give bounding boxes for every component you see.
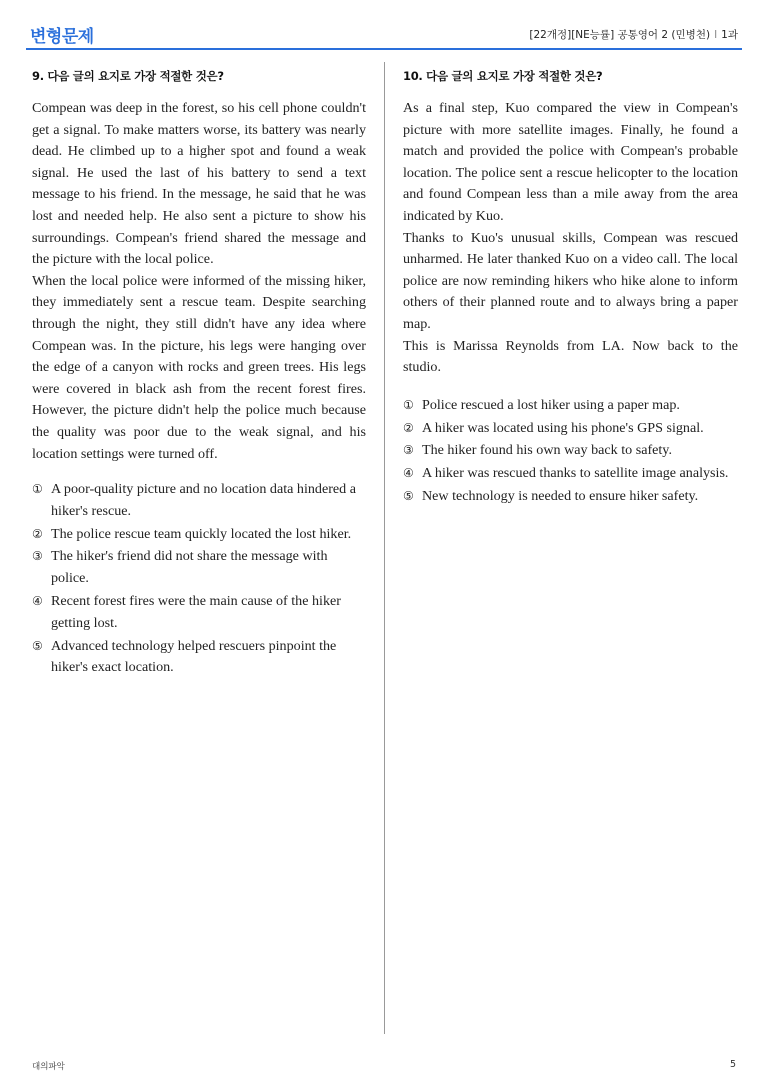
passage-paragraph: Compean was deep in the forest, so his cell phone couldn't get a signal. To make matters worse, its battery was nearly dead. He climbed up to a higher spot and found a weak signal. He used the last of his battery to send a text message to his friend. In the message, he said that he was lost and needed help. He also sent a picture to show his surroundings. Compean's friend shared the message and the picture with the local police.	[32, 100, 366, 268]
option-text: The hiker's friend did not share the message with police.	[51, 548, 328, 587]
passage-paragraph: When the local police were informed of the missing hiker, they immediately sent a rescue team. Despite searching through the night, they still didn't have any idea where Compean was. In the picture, his legs were hanging over the edge of a canyon with rocks and green trees. His legs were covered in black ash from the recent forest fires. However, the picture didn't help the police much because the quality was poor due to the weak signal, and his location settings were turned off.	[32, 272, 366, 462]
answer-option[interactable]	[32, 546, 366, 590]
passage-paragraph: As a final step, Kuo compared the view in Compean's picture with more satellite images. Finally, he found a match and provided the police with Compean's probable location. The police sent a rescue helicopter to the location and found Compean less than a mile away from the area indicated by Kuo.	[403, 100, 738, 224]
lesson-label: 1과	[721, 29, 738, 41]
answer-option[interactable]	[403, 418, 738, 440]
answer-option[interactable]	[403, 395, 738, 417]
option-number: ①	[403, 397, 414, 412]
column-divider	[384, 62, 385, 1034]
page-number: 5	[729, 1059, 736, 1070]
option-number: ②	[403, 420, 414, 435]
option-number: ④	[403, 466, 414, 481]
option-text: A hiker was located using his phone's GPS signal.	[422, 419, 704, 436]
answer-option[interactable]	[32, 479, 366, 523]
passage	[403, 98, 738, 379]
answer-option[interactable]	[32, 591, 366, 635]
question-title: 9. 다음 글의 요지로 가장 적절한 것은?	[32, 69, 224, 83]
option-text: A poor-quality picture and no location data hindered a hiker's rescue.	[51, 481, 356, 519]
answer-option[interactable]	[403, 440, 738, 462]
option-text: Recent forest fires were the main cause of the hiker getting lost.	[51, 593, 341, 631]
option-text: A hiker was rescued thanks to satellite image analysis.	[422, 465, 729, 482]
answer-options	[32, 479, 366, 679]
option-number: ④	[32, 594, 43, 609]
option-text: New technology is needed to ensure hiker safety.	[422, 487, 699, 504]
option-number: ③	[32, 549, 43, 564]
answer-option[interactable]	[403, 486, 738, 508]
header-rule	[26, 48, 742, 50]
answer-option[interactable]	[32, 636, 366, 680]
question-title: 10. 다음 글의 요지로 가장 적절한 것은?	[403, 69, 603, 83]
footer-category: 대의파악	[32, 1062, 65, 1072]
question-10	[403, 68, 738, 509]
section-title: 변형문제	[30, 27, 94, 47]
answer-options	[403, 395, 738, 508]
answer-option[interactable]	[32, 524, 366, 546]
answer-option[interactable]	[403, 463, 738, 485]
option-number: ②	[32, 526, 43, 541]
option-number: ⑤	[32, 638, 43, 653]
option-text: The hiker found his own way back to safety.	[422, 442, 672, 459]
course-name: [22개정][NE능률] 공통영어 2 (민병천)	[529, 29, 711, 41]
option-text: The police rescue team quickly located the lost hiker.	[51, 525, 352, 542]
option-number: ⑤	[403, 488, 414, 503]
page-header	[0, 0, 768, 50]
option-text: Police rescued a lost hiker using a paper map.	[422, 396, 680, 413]
passage	[32, 98, 366, 465]
option-text: Advanced technology helped rescuers pinpoint the hiker's exact location.	[51, 637, 337, 676]
passage-paragraph: Thanks to Kuo's unusual skills, Compean was rescued unharmed. He later thanked Kuo on a video call. The local police are now reminding hikers who hike alone to inform others of their planned route and to always bring a paper map.	[403, 229, 738, 332]
question-9	[32, 68, 366, 680]
separator: I	[714, 29, 718, 41]
option-number: ③	[403, 443, 414, 458]
option-number: ①	[32, 482, 43, 497]
course-info	[529, 27, 738, 42]
passage-paragraph: This is Marissa Reynolds from LA. Now back to the studio.	[403, 337, 738, 376]
